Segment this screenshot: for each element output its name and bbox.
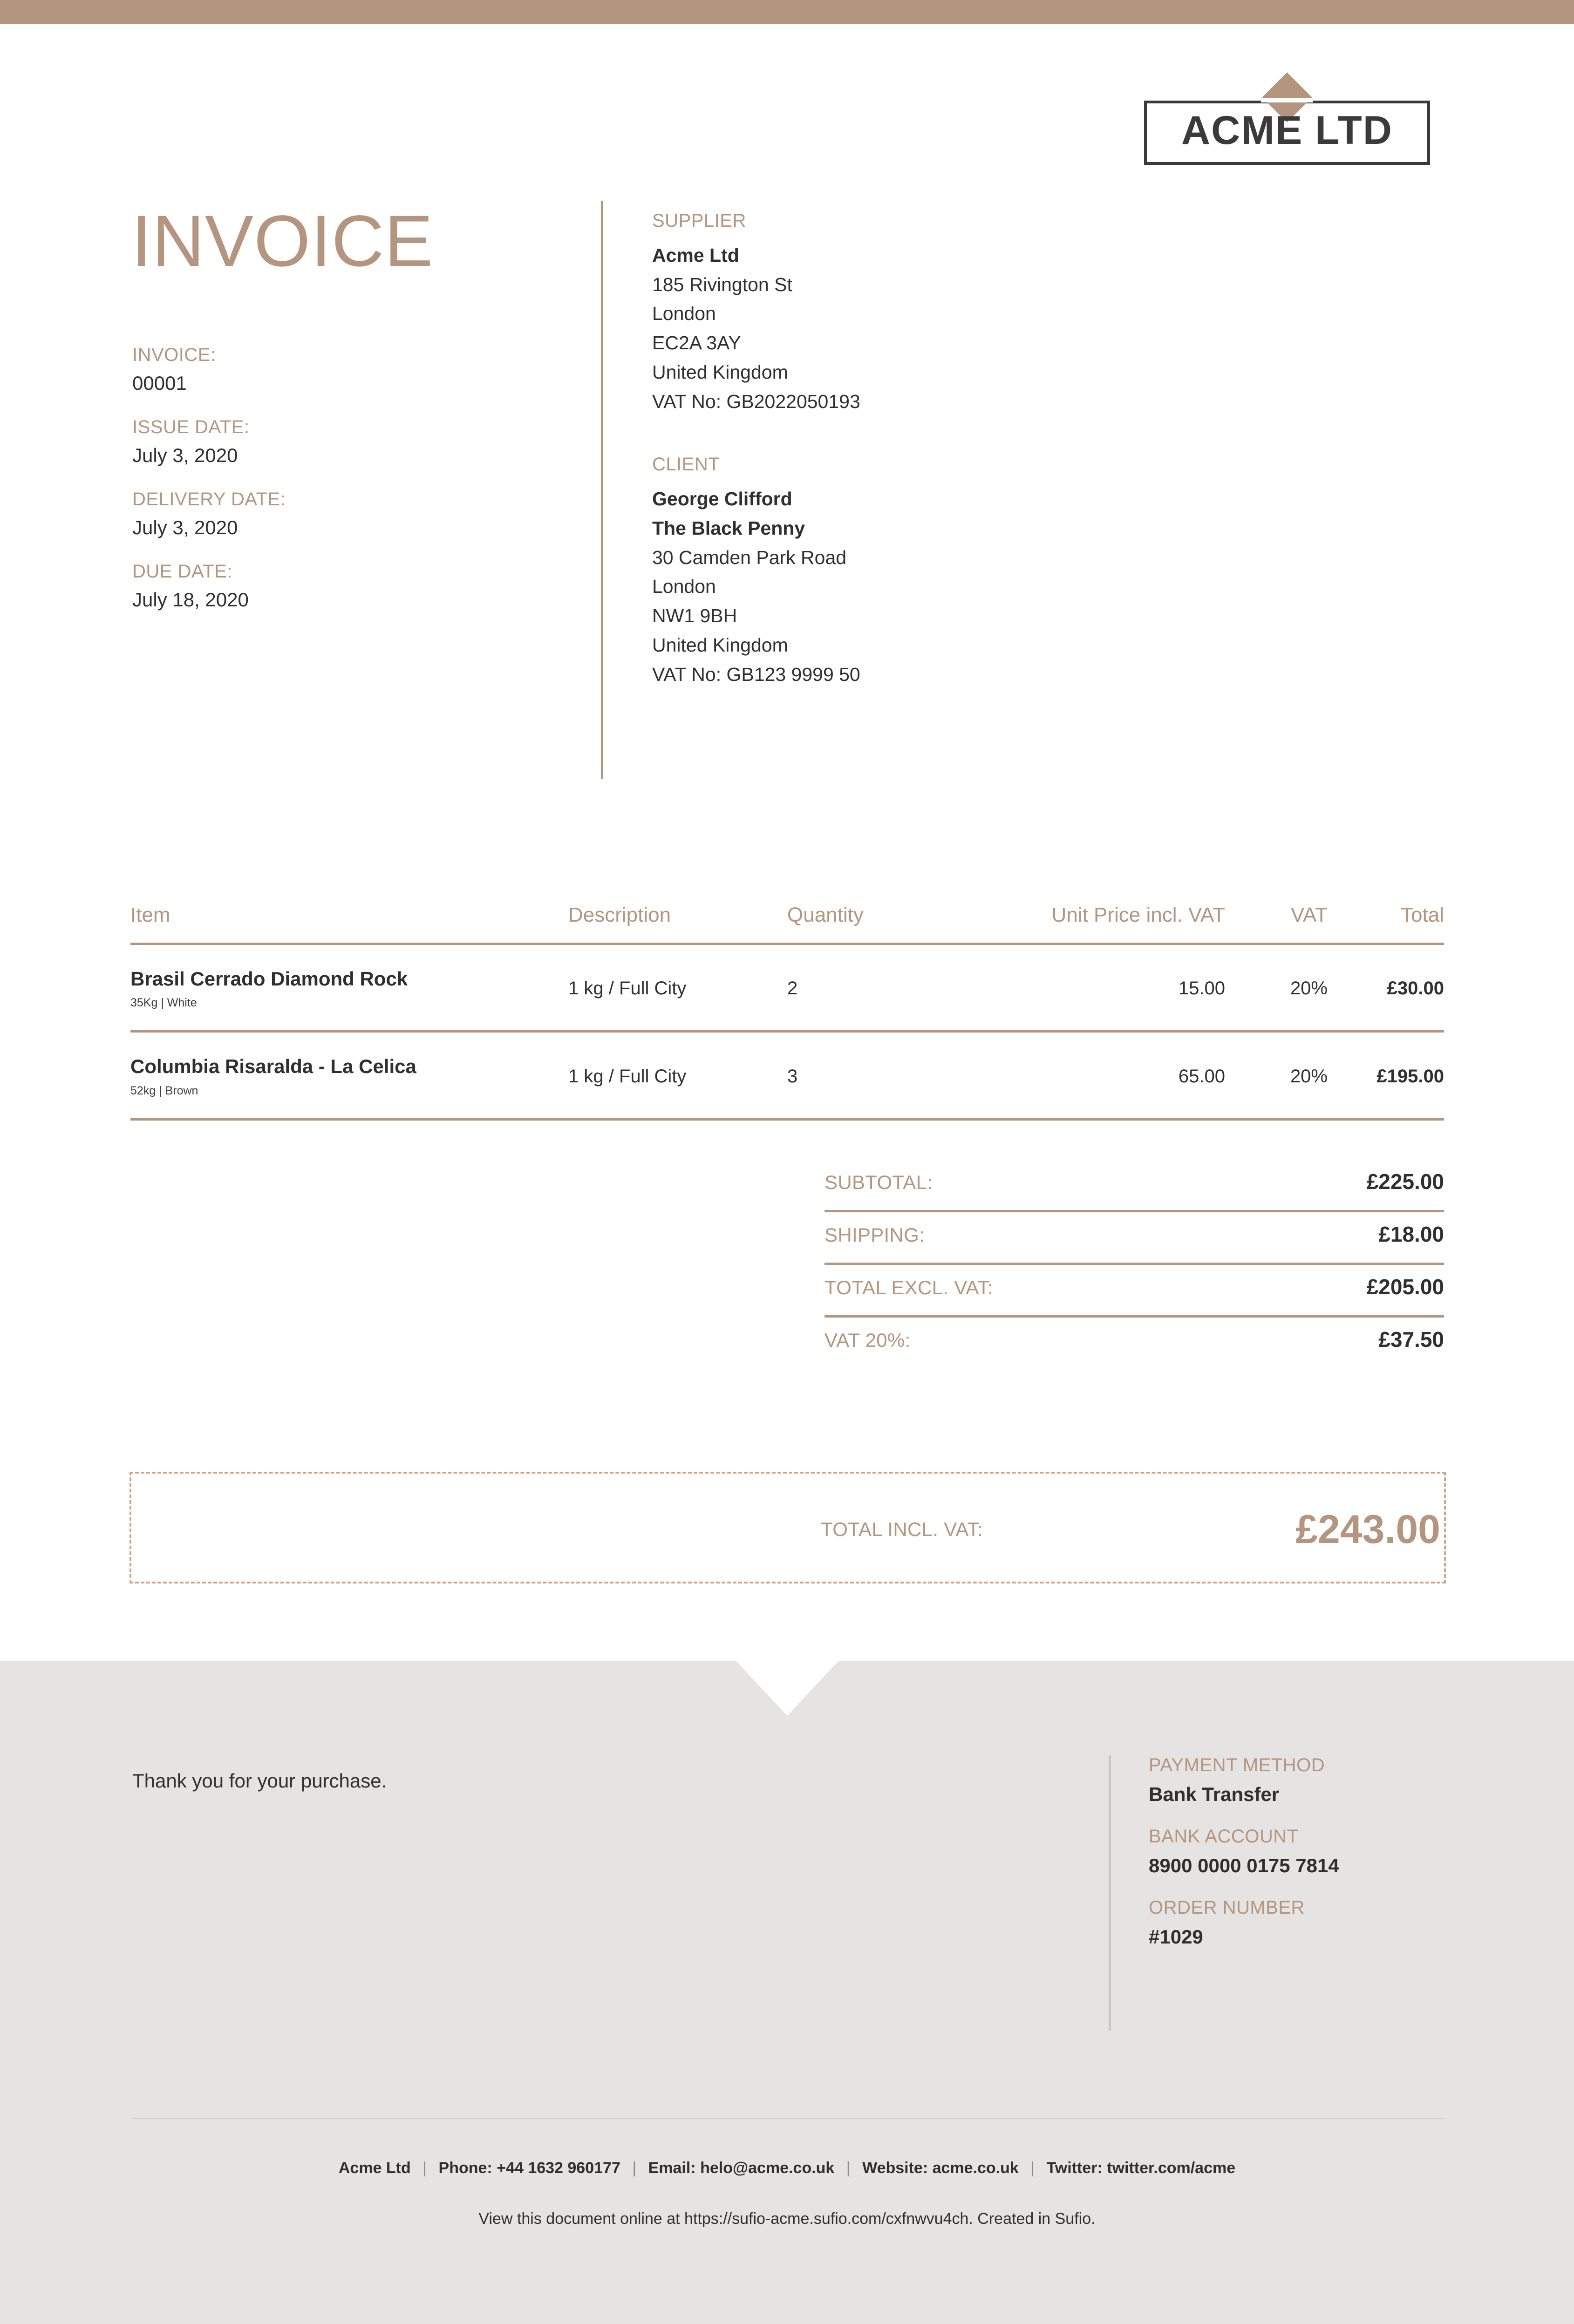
grand-total-row [821, 1474, 1440, 1585]
bank-account-label: BANK ACCOUNT [1149, 1826, 1299, 1847]
supplier-vat-line: VAT No: GB2022050193 [652, 390, 860, 412]
client-line: George Clifford [652, 488, 792, 510]
total-excl-vat-value: £205.00 [1366, 1275, 1444, 1299]
page-title: INVOICE [131, 201, 434, 282]
top-accent-bar [0, 0, 1574, 24]
delivery-date-label: DELIVERY DATE: [132, 489, 286, 510]
supplier-line: EC2A 3AY [652, 332, 741, 354]
footer-twitter[interactable]: Twitter: twitter.com/acme [1046, 2159, 1236, 2177]
footer-contact-line [0, 2159, 1574, 2177]
item-subtitle: 35Kg | White [130, 996, 197, 1010]
item-total: £195.00 [1376, 1066, 1444, 1087]
footer-phone: Phone: +44 1632 960177 [438, 2159, 620, 2177]
subtotal-value: £225.00 [1366, 1169, 1444, 1194]
issue-date-label: ISSUE DATE: [132, 417, 250, 437]
total-excl-vat-row [824, 1265, 1444, 1318]
client-line: The Black Penny [652, 517, 805, 539]
table-body [130, 945, 1444, 1121]
item-description: 1 kg / Full City [568, 978, 687, 999]
item-name: Columbia Risaralda - La Celica [130, 1055, 416, 1078]
item-unit-price: 65.00 [1178, 1066, 1225, 1087]
item-quantity: 2 [787, 978, 798, 999]
item-quantity: 3 [787, 1066, 798, 1087]
item-name: Brasil Cerrado Diamond Rock [130, 968, 408, 990]
supplier-line: Acme Ltd [652, 245, 739, 266]
vat-row [824, 1318, 1444, 1368]
footer-website[interactable]: Website: acme.co.uk [862, 2159, 1019, 2177]
delivery-date-value: July 3, 2020 [132, 516, 238, 538]
order-number-value: #1029 [1149, 1926, 1203, 1948]
vat-label: VAT 20%: [824, 1329, 911, 1351]
item-description: 1 kg / Full City [568, 1066, 687, 1087]
payment-divider [1109, 1755, 1111, 2031]
payment-method-value: Bank Transfer [1149, 1783, 1280, 1805]
client-vat-line: VAT No: GB123 9999 50 [652, 663, 860, 685]
separator-icon: | [1030, 2159, 1035, 2177]
client-line: NW1 9BH [652, 605, 737, 627]
due-date-label: DUE DATE: [132, 561, 232, 582]
grand-total-box [129, 1472, 1446, 1583]
table-row [130, 1033, 1444, 1120]
item-cell [130, 1055, 568, 1097]
bank-account-value: 8900 0000 0175 7814 [1149, 1855, 1339, 1876]
grand-total-value: £243.00 [1295, 1507, 1440, 1552]
footer-email[interactable]: Email: helo@acme.co.uk [648, 2159, 835, 2177]
footer-online-note[interactable]: View this document online at https://sufio-acme.sufio.com/cxfnwvu4ch. Created in Sufio. [478, 2210, 1096, 2228]
item-cell [130, 967, 568, 1010]
item-unit-price: 15.00 [1178, 978, 1225, 999]
grand-total-label: TOTAL INCL. VAT: [821, 1518, 983, 1540]
payment-details [1149, 1755, 1475, 1948]
supplier-block [652, 211, 1118, 416]
totals-section [824, 1160, 1444, 1368]
invoice-number-value: 00001 [132, 372, 187, 394]
invoice-meta [132, 345, 552, 611]
invoice-number-label: INVOICE: [132, 345, 216, 365]
thank-you-message: Thank you for your purchase. [132, 1770, 387, 1792]
shipping-value: £18.00 [1378, 1222, 1444, 1246]
client-block [652, 454, 1118, 689]
supplier-heading: SUPPLIER [652, 211, 746, 231]
item-total: £30.00 [1387, 978, 1444, 999]
client-line: United Kingdom [652, 634, 788, 656]
payment-method-label: PAYMENT METHOD [1149, 1755, 1325, 1775]
supplier-line: 185 Rivington St [652, 273, 792, 295]
column-header-unit-price: Unit Price incl. VAT [1051, 904, 1225, 926]
subtotal-row [824, 1160, 1444, 1212]
order-number-label: ORDER NUMBER [1149, 1897, 1305, 1918]
footer-notch [736, 1661, 838, 1716]
client-line: London [652, 576, 716, 598]
table-row [130, 945, 1444, 1033]
shipping-row [824, 1212, 1444, 1265]
supplier-line: United Kingdom [652, 361, 788, 383]
table-header [130, 904, 1444, 945]
footer-rule [131, 2118, 1444, 2119]
separator-icon: | [422, 2159, 427, 2177]
footer-company: Acme Ltd [338, 2159, 411, 2177]
line-items-table [130, 904, 1444, 1121]
supplier-line: London [652, 303, 716, 325]
column-header-total: Total [1401, 904, 1444, 926]
separator-icon: | [632, 2159, 637, 2177]
column-header-description: Description [568, 904, 671, 926]
column-header-vat: VAT [1290, 904, 1328, 926]
shipping-label: SHIPPING: [824, 1224, 925, 1246]
client-line: 30 Camden Park Road [652, 546, 847, 568]
company-logo [1144, 101, 1430, 165]
item-vat: 20% [1290, 1066, 1328, 1087]
parties-section [652, 211, 1118, 689]
issue-date-value: July 3, 2020 [132, 444, 238, 466]
column-header-item: Item [130, 904, 170, 926]
client-heading: CLIENT [652, 454, 720, 475]
due-date-value: July 18, 2020 [132, 589, 249, 611]
subtotal-label: SUBTOTAL: [824, 1171, 933, 1193]
item-subtitle: 52kg | Brown [130, 1084, 198, 1097]
total-excl-vat-label: TOTAL EXCL. VAT: [824, 1277, 993, 1298]
column-header-quantity: Quantity [787, 904, 864, 926]
logo-text: ACME LTD [1181, 108, 1393, 153]
vat-value: £37.50 [1378, 1327, 1444, 1352]
vertical-divider [601, 201, 603, 779]
separator-icon: | [846, 2159, 851, 2177]
item-vat: 20% [1290, 978, 1328, 999]
